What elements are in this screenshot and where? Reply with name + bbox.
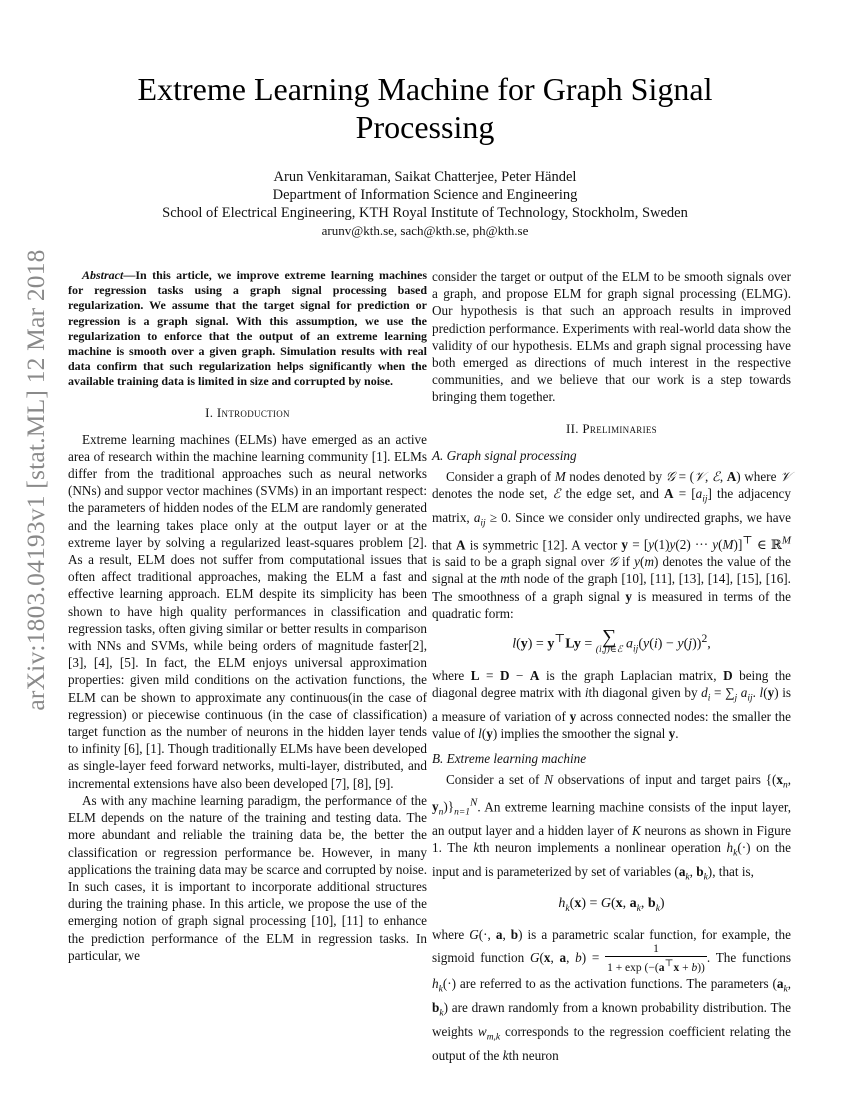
author-block <box>100 168 750 240</box>
abstract-text: —In this article, we improve extreme learning machines for regression tasks using a graph signal processing based regularization. We assume that the target signal for prediction or regression is a graph signal. With this assumption, we use the regularization to enforce that the output of an extreme learning machine is smooth over a given graph. Simulation results with real data confirm that such regularization helps significantly when the available training data is limited in size and corrupted by noise. <box>68 268 427 389</box>
paper-title: Extreme Learning Machine for Graph Signal Processing <box>137 71 713 145</box>
abstract-label: Abstract <box>82 268 124 282</box>
abstract <box>68 268 427 390</box>
elm-paragraph-1: Consider a set of N observations of input and target pairs {($x_n$, $y_n)\}_{n=1}^N$. An extreme learning machine consists of the input layer, an output layer and a hidden layer of K neurons as shown in Figure 1. The kth neuron implements a nonlinear operation $h_k(\cdot)$ on the input and is parameterized by set of variables ($a_k$, $b_k$), that is, <box>432 772 791 883</box>
gsp-paragraph-1: Consider a graph of M nodes denoted by 𝒢 = (𝒱, ℰ, A) where 𝒱 denotes the node set, ℰ the edge set, and $A = [a_{ij}]$ the adjacency matrix, $a_{ij} \ge 0$. Since we consider only undirected graphs, we have that A is symmetric [12]. A vector y = [y(1)y(2) ··· y(M)]⊤ ∈ ℝ$^M$ is said to be a graph signal over 𝒢 if y(m) denotes the value of the signal at the mth node of the graph [10], [11], [13], [14], [15], [16]. The smoothness of a graph signal y is measured in terms of the quadratic form: <box>432 468 791 621</box>
elm-paragraph-2: where G(·, a, b) is a parametric scalar function, for example, the sigmoid function G(x, a, b) = $\frac{1}{1 + \exp (-(a^⊤x + b))}$ . The functions $h_k(\cdot)$ are referred to as the activation functions. The parameters ($a_k$, $b_k$) are drawn randomly from a known probability distribution. The weights $w_{m,k}$ corresponds to the regression coefficient relating the output of the kth neuron <box>432 927 792 1063</box>
section-heading-preliminaries: II. Preliminaries <box>566 420 657 436</box>
gsp-paragraph-2: where L = D − A is the graph Laplacian matrix, D being the diagonal degree matrix with ith diagonal given by $d_i = \sum_j$ $a_{ij}$. l(y) is a measure of variation of y across connected nodes: the smaller the value of l(y) implies the smoother the signal y. <box>432 667 792 741</box>
school: School of Electrical Engineering, KTH Royal Institute of Technology, Stockholm, Sweden <box>162 205 688 221</box>
equation-activation: $h_k(x) = G(x$, $a_k$, $b_k$) <box>558 896 665 914</box>
arxiv-identifier-sidebar <box>14 249 58 711</box>
subsection-graph-signal-processing: A. Graph signal processing <box>432 447 577 463</box>
left-column <box>68 268 427 964</box>
equation-quadratic-form: l(y) = y⊤Ly = ∑ (i,j)∈ℰ $a_{ij}(y(i) - y(j))^2$, <box>512 626 711 656</box>
section-heading-introduction: I. Introduction <box>205 404 290 420</box>
author-emails[interactable]: arunv@kth.se, sach@kth.se, ph@kth.se <box>321 223 529 238</box>
department: Department of Information Science and Engineering <box>272 187 578 203</box>
intro-paragraph-3: consider the target or output of the ELM to be smooth signals over a graph, and propose ELM for graph signal processing (ELMG). Our hypothesis is that such an approach results in improved prediction performance. Experiments with real-world data show the validity of our hypothesis. ELMs and graph signal processing have both emerged as directions of much interest in the respective communities, and we believe that our work is a step towards bringing them together. <box>432 269 791 405</box>
sigmoid-fraction: $\frac{1}{1 + \exp (-(a^⊤x + b))}$ <box>607 943 705 975</box>
subsection-extreme-learning-machine: B. Extreme learning machine <box>432 751 587 767</box>
intro-paragraph-1: Extreme learning machines (ELMs) have emerged as an active area of research within the machine learning community [1]. ELMs differ from the traditional approaches such as neural networks (NNs) and suppor vector machines (SVMs) in an important respect: the parameters of hidden nodes of the ELM are randomly generated and the learning takes place only at the output layer or at the extreme layer by solving a regularized least-squares problem [2]. As a result, ELM does not suffer from computational issues that often affect traditional approaches, making the ELM a fast and effective learning approach. ELM despite its simplicity has been shown to have high quality performances in classification and regression tasks, often giving similar or better results in comparison with NNs and SVMs, while being orders of magnitude faster[2], [3], [4], [5]. In fact, the ELM enjoys universal approximation properties: given mild conditions on the activation functions, the ELM can be shown to approximate any continuous(in the case of regression) or piecewise continuous (in the case of classification) target function as the number of neurons in the hidden layer tends to infinity [6], [1]. Though traditionally ELMs have been developed as single-layer feed forward networks, multi-layer, distributed, and incremental extensions have also been developed [7], [8], [9]. <box>68 431 427 791</box>
right-column <box>432 268 791 1064</box>
author-names: Arun Venkitaraman, Saikat Chatterjee, Peter Händel <box>273 169 577 185</box>
arxiv-identifier[interactable]: arXiv:1803.04193v1 [stat.ML] 12 Mar 2018 <box>21 249 50 711</box>
intro-paragraph-2: As with any machine learning paradigm, the performance of the ELM depends on the nature of the training and testing data. The more abundant and reliable the training data be, the better the classification or regression performance be. However, in many applications the training data may be scarce and corrupted by noise. In such cases, it is important to incorporate additional structures during the training phase. In this article, we propose the use of the emerging notion of graph signal processing [10], [11] to enhance the prediction performance of the ELM in regression tasks. In particular, we <box>68 792 427 963</box>
